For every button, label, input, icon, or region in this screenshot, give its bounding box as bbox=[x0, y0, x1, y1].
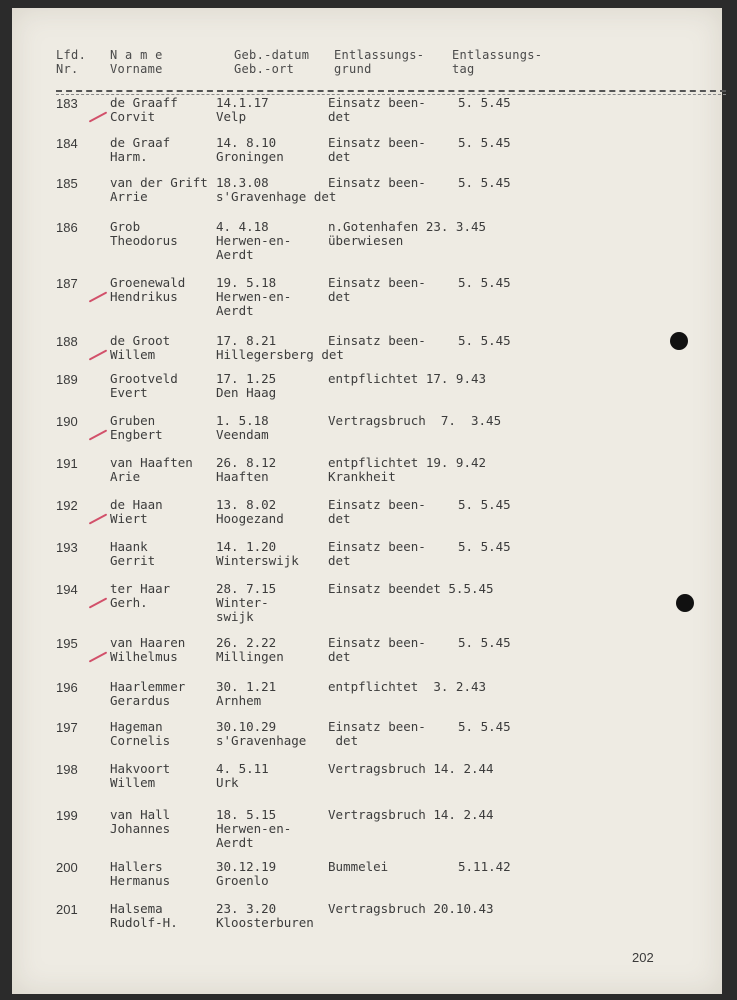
record-row bbox=[12, 372, 722, 414]
record-row bbox=[12, 636, 722, 678]
record-name: van Haaften Arie bbox=[110, 455, 193, 484]
pencil-check-mark bbox=[89, 597, 108, 608]
record-number: 184 bbox=[56, 136, 78, 151]
record-birth: 14. 1.20 Winterswijk bbox=[216, 539, 299, 568]
record-birth: 14.1.17 Velp bbox=[216, 95, 269, 124]
record-reason: entpflichtet 3. 2.43 bbox=[328, 679, 487, 694]
record-reason: Einsatz been- det bbox=[328, 135, 426, 164]
record-reason: entpflichtet 17. 9.43 bbox=[328, 371, 487, 386]
record-date: 5. 5.45 bbox=[458, 333, 511, 348]
page-number: 202 bbox=[632, 950, 654, 965]
record-reason: n.Gotenhafen 23. 3.45 überwiesen bbox=[328, 219, 487, 248]
record-name: van Haaren Wilhelmus bbox=[110, 635, 186, 664]
record-number: 191 bbox=[56, 456, 78, 471]
record-number: 188 bbox=[56, 334, 78, 349]
record-reason: Einsatz been- det bbox=[328, 95, 426, 124]
record-row bbox=[12, 414, 722, 456]
record-birth: 19. 5.18 Herwen-en- Aerdt bbox=[216, 275, 292, 318]
header-name: N a m e Vorname bbox=[110, 48, 163, 76]
pencil-check-mark bbox=[89, 349, 108, 360]
record-birth: 23. 3.20 Kloosterburen bbox=[216, 901, 314, 930]
record-name: Gruben Engbert bbox=[110, 413, 163, 442]
record-birth: 28. 7.15 Winter- swijk bbox=[216, 581, 277, 624]
record-name: de Graaff Corvit bbox=[110, 95, 178, 124]
record-birth: 17. 1.25 Den Haag bbox=[216, 371, 277, 400]
document-page bbox=[12, 8, 722, 994]
record-number: 185 bbox=[56, 176, 78, 191]
record-name: Grootveld Evert bbox=[110, 371, 178, 400]
record-name: de Graaf Harm. bbox=[110, 135, 171, 164]
record-number: 196 bbox=[56, 680, 78, 695]
header-date: Entlassungs- tag bbox=[452, 48, 543, 76]
record-name: Hallers Hermanus bbox=[110, 859, 171, 888]
record-row bbox=[12, 96, 722, 138]
record-number: 199 bbox=[56, 808, 78, 823]
record-name: van Hall Johannes bbox=[110, 807, 171, 836]
record-name: Groenewald Hendrikus bbox=[110, 275, 186, 304]
record-reason: Vertragsbruch 7. 3.45 bbox=[328, 413, 502, 428]
record-number: 192 bbox=[56, 498, 78, 513]
record-number: 200 bbox=[56, 860, 78, 875]
record-number: 194 bbox=[56, 582, 78, 597]
pencil-check-mark bbox=[89, 651, 108, 662]
pencil-check-mark bbox=[89, 111, 108, 122]
record-number: 186 bbox=[56, 220, 78, 235]
record-reason: Vertragsbruch 14. 2.44 bbox=[328, 807, 494, 822]
record-date: 5. 5.45 bbox=[458, 275, 511, 290]
record-birth: 26. 2.22 Millingen bbox=[216, 635, 284, 664]
record-reason: Einsatz been- det bbox=[328, 719, 426, 748]
record-row bbox=[12, 860, 722, 902]
record-birth: 17. 8.21 Hillegersberg det bbox=[216, 333, 344, 362]
record-name: ter Haar Gerh. bbox=[110, 581, 171, 610]
record-number: 195 bbox=[56, 636, 78, 651]
record-number: 183 bbox=[56, 96, 78, 111]
record-row bbox=[12, 540, 722, 582]
record-date: 5. 5.45 bbox=[458, 497, 511, 512]
record-reason: Einsatz been- det bbox=[328, 635, 426, 664]
record-row bbox=[12, 762, 722, 804]
record-date: 5. 5.45 bbox=[458, 175, 511, 190]
record-number: 190 bbox=[56, 414, 78, 429]
record-row bbox=[12, 808, 722, 850]
record-reason: Einsatz been- bbox=[328, 333, 426, 348]
record-date: 5.11.42 bbox=[458, 859, 511, 874]
record-date: 5. 5.45 bbox=[458, 719, 511, 734]
record-number: 193 bbox=[56, 540, 78, 555]
record-number: 189 bbox=[56, 372, 78, 387]
punch-hole bbox=[676, 594, 694, 612]
header-nr: Lfd. Nr. bbox=[56, 48, 87, 76]
record-date: 5. 5.45 bbox=[458, 135, 511, 150]
record-birth: 4. 5.11 Urk bbox=[216, 761, 269, 790]
record-birth: 30.10.29 s'Gravenhage bbox=[216, 719, 307, 748]
pencil-check-mark bbox=[89, 429, 108, 440]
record-birth: 4. 4.18 Herwen-en- Aerdt bbox=[216, 219, 292, 262]
record-name: Haank Gerrit bbox=[110, 539, 156, 568]
header-reason: Entlassungs- grund bbox=[334, 48, 425, 76]
record-name: Hakvoort Willem bbox=[110, 761, 171, 790]
record-birth: 13. 8.02 Hoogezand bbox=[216, 497, 284, 526]
pencil-check-mark bbox=[89, 291, 108, 302]
record-birth: 14. 8.10 Groningen bbox=[216, 135, 284, 164]
record-number: 197 bbox=[56, 720, 78, 735]
record-reason: entpflichtet 19. 9.42 Krankheit bbox=[328, 455, 487, 484]
record-name: de Groot Willem bbox=[110, 333, 171, 362]
record-reason: Einsatz been- bbox=[328, 175, 426, 190]
record-row bbox=[12, 582, 722, 624]
record-date: 5. 5.45 bbox=[458, 95, 511, 110]
record-name: Grob Theodorus bbox=[110, 219, 178, 248]
record-number: 201 bbox=[56, 902, 78, 917]
record-birth: 18. 5.15 Herwen-en- Aerdt bbox=[216, 807, 292, 850]
record-birth: 26. 8.12 Haaften bbox=[216, 455, 277, 484]
record-date: 5. 5.45 bbox=[458, 635, 511, 650]
record-name: Haarlemmer Gerardus bbox=[110, 679, 186, 708]
record-row bbox=[12, 276, 722, 318]
record-reason: Vertragsbruch 20.10.43 bbox=[328, 901, 494, 916]
record-reason: Bummelei bbox=[328, 859, 389, 874]
record-row bbox=[12, 136, 722, 178]
record-name: Hageman Cornelis bbox=[110, 719, 171, 748]
record-birth: 30. 1.21 Arnhem bbox=[216, 679, 277, 708]
record-name: Halsema Rudolf-H. bbox=[110, 901, 178, 930]
record-row bbox=[12, 220, 722, 262]
record-reason: Vertragsbruch 14. 2.44 bbox=[328, 761, 494, 776]
record-row bbox=[12, 498, 722, 540]
record-date: 5. 5.45 bbox=[458, 539, 511, 554]
record-reason: Einsatz been- det bbox=[328, 275, 426, 304]
record-reason: Einsatz been- det bbox=[328, 497, 426, 526]
record-row bbox=[12, 176, 722, 218]
record-name: van der Grift Arrie bbox=[110, 175, 208, 204]
record-name: de Haan Wiert bbox=[110, 497, 163, 526]
record-row bbox=[12, 680, 722, 722]
record-row bbox=[12, 902, 722, 944]
record-birth: 1. 5.18 Veendam bbox=[216, 413, 269, 442]
record-row bbox=[12, 720, 722, 762]
record-row bbox=[12, 334, 722, 376]
record-reason: Einsatz been- det bbox=[328, 539, 426, 568]
header-birth: Geb.-datum Geb.-ort bbox=[234, 48, 310, 76]
record-birth: 18.3.08 s'Gravenhage det bbox=[216, 175, 337, 204]
record-number: 187 bbox=[56, 276, 78, 291]
record-reason: Einsatz beendet 5.5.45 bbox=[328, 581, 494, 596]
pencil-check-mark bbox=[89, 513, 108, 524]
record-number: 198 bbox=[56, 762, 78, 777]
header-rule bbox=[56, 90, 726, 92]
punch-hole bbox=[670, 332, 688, 350]
record-row bbox=[12, 456, 722, 498]
record-birth: 30.12.19 Groenlo bbox=[216, 859, 277, 888]
